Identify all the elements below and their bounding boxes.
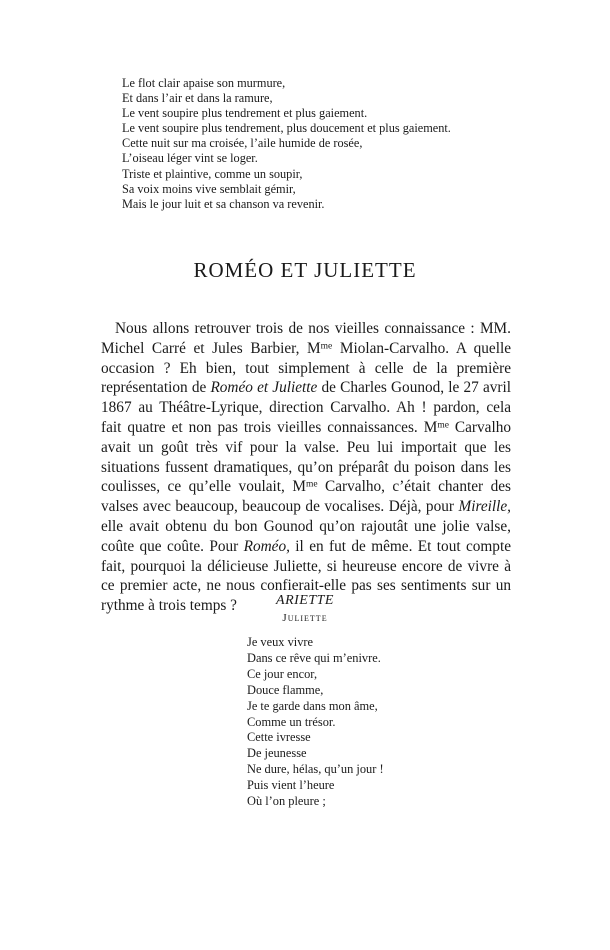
ariette-heading: ARIETTE	[276, 593, 334, 608]
poem-line: Le vent soupire plus tendrement et plus gaiement.	[122, 106, 368, 121]
prose-text: elle avait obtenu du bon Gounod qu’on rajoutât une jolie valse, coûte que coûte. Pour	[101, 517, 511, 555]
poem-line: Le vent soupire plus tendrement, plus doucement et plus gaiement.	[122, 121, 451, 136]
prose-text: Carvalho, c’était chanter des valses avec beaucoup, beaucoup de vocalises. Déjà, pour	[101, 478, 511, 516]
lyric-line: Je veux vivre	[247, 635, 314, 649]
opening-poem	[122, 76, 451, 212]
poem-line: L’oiseau léger vint se loger.	[122, 151, 258, 166]
body-paragraph	[101, 319, 511, 616]
prose-text: Carvalho avait un goût très vif pour la valse. Peu lui importait que les situations fussent dramatiques, qu’on préparât du poison dans les coulisses, ce qu’elle voulait, M	[101, 418, 511, 496]
prose-text: de Charles Gounod, le 27 avril 1867 au Théâtre-Lyrique, direction Carvalho. Ah ! pardon, cela fait quatre et non pas trois vieilles connaissances. M	[101, 379, 512, 436]
superscript: me	[437, 420, 449, 431]
lyric-line: Ne dure, hélas, qu’un jour !	[247, 762, 384, 777]
lyric-line: De jeunesse	[247, 746, 307, 761]
prose-text: Nous allons retrouver trois de nos vieilles connaissance : MM. Michel Carré et Jules Barbier, M	[101, 320, 511, 357]
poem-line: Et dans l’air et dans la ramure,	[122, 91, 273, 106]
lyric-line: Où l’on pleure ;	[247, 794, 326, 809]
lyric-line: Douce flamme,	[247, 682, 324, 697]
lyric-line: Comme un trésor.	[247, 714, 336, 729]
poem-line: Sa voix moins vive semblait gémir,	[122, 181, 296, 196]
lyric-line: Ce jour encor,	[247, 666, 318, 681]
prose-text: il en fut de même. Et tout compte fait, pourquoi la délicieuse Juliette, si heureuse encore de vivre à ce premier acte, ne nous confierait-elle pas ses sentiments sur un rythme à trois temps ?	[101, 537, 511, 615]
lyric-line: Je te garde dans mon âme,	[247, 698, 378, 713]
speaker-name: Juliette	[282, 612, 328, 624]
lyric-line: Puis vient l’heure	[247, 778, 335, 793]
lyric-line: Cette ivresse	[247, 730, 311, 745]
work-title: Mireille,	[458, 498, 511, 516]
section-title: ROMÉO ET JULIETTE	[193, 258, 417, 282]
superscript: me	[305, 479, 318, 490]
poem-line: Triste et plaintive, comme un soupir,	[122, 166, 303, 181]
lyric-line: Dans ce rêve qui m’enivre.	[247, 650, 381, 665]
poem-line: Mais le jour luit et sa chanson va revenir.	[122, 196, 325, 211]
superscript: me	[320, 341, 333, 352]
prose-text: Miolan-Carvalho. A quelle occasion ? Eh bien, tout simplement à celle de la première représentation de	[101, 339, 511, 397]
work-title: Roméo et Juliette	[210, 379, 318, 397]
work-title: Roméo,	[243, 537, 290, 555]
ariette-lyrics	[247, 635, 384, 810]
poem-line: Cette nuit sur ma croisée, l’aile humide de rosée,	[122, 136, 363, 151]
poem-line: Le flot clair apaise son murmure,	[122, 76, 286, 90]
